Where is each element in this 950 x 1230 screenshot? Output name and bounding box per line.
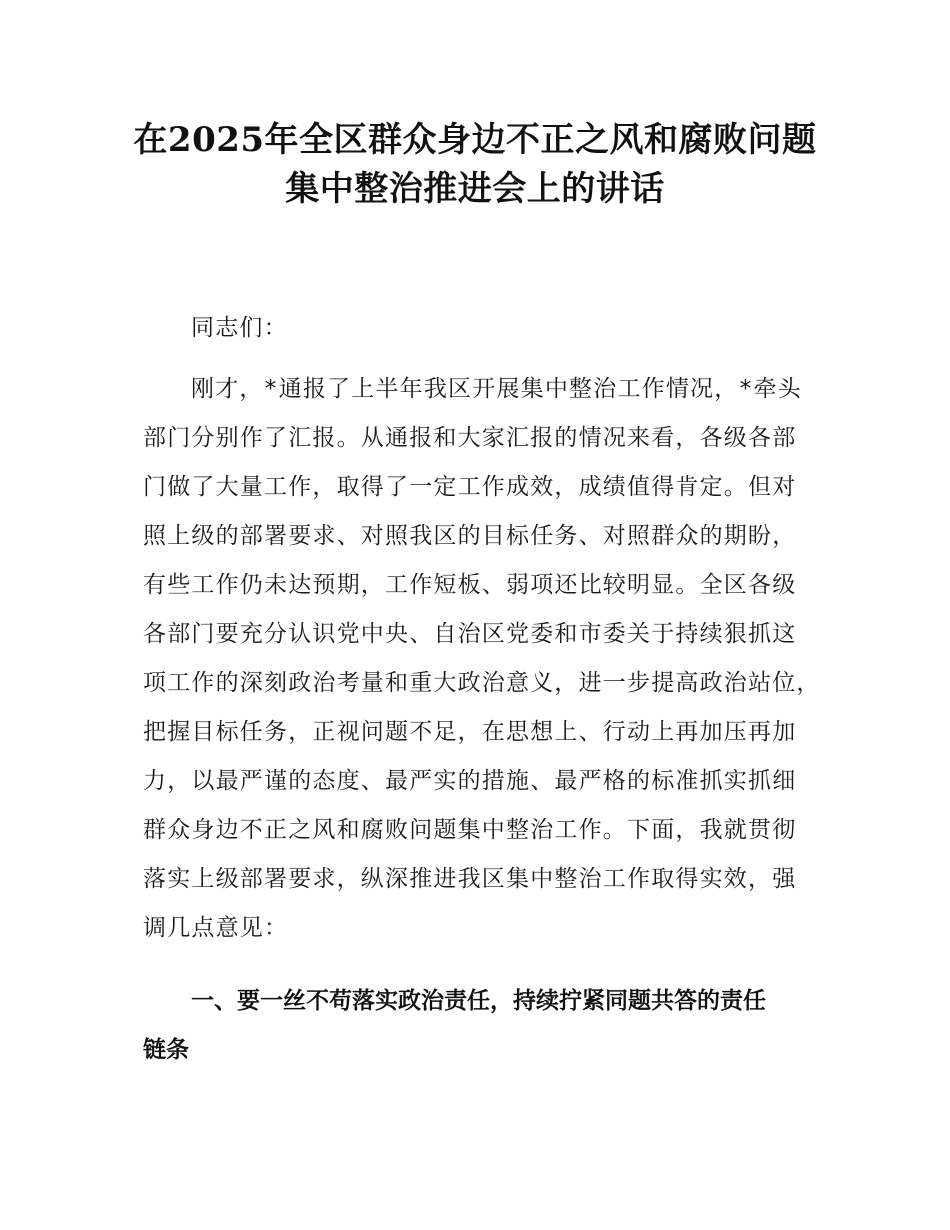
document-title-line-1: 在2025年全区群众身边不正之风和腐败问题 (133, 120, 817, 160)
paragraph-line: 把握目标任务，正视问题不足，在思想上、行动上再加压再加 (143, 719, 797, 745)
paragraph-line: 部门分别作了汇报。从通报和大家汇报的情况来看，各级各部 (143, 425, 797, 451)
paragraph-line: 落实上级部署要求，纵深推进我区集中整治工作取得实效，强 (143, 866, 797, 892)
paragraph-line: 项工作的深刻政治考量和重大政治意义，进一步提高政治站位， (143, 670, 821, 696)
paragraph-line: 刚才，*通报了上半年我区开展集中整治工作情况，*牵头 (191, 376, 802, 402)
paragraph-line: 有些工作仍未达预期，工作短板、弱项还比较明显。全区各级 (143, 572, 797, 598)
section-heading-1-line-2: 链条 (143, 1037, 189, 1063)
paragraph-line: 群众身边不正之风和腐败问题集中整治工作。下面，我就贯彻 (143, 817, 797, 843)
paragraph-line: 力，以最严谨的态度、最严实的措施、最严格的标准抓实抓细 (143, 768, 797, 794)
document-title-line-2: 集中整治推进会上的讲话 (285, 169, 665, 209)
paragraph-line: 各部门要充分认识党中央、自治区党委和市委关于持续狠抓这 (143, 621, 797, 647)
paragraph-line: 调几点意见： (143, 915, 289, 941)
paragraph-line: 照上级的部署要求、对照我区的目标任务、对照群众的期盼， (143, 523, 797, 549)
salutation: 同志们： (191, 315, 288, 341)
section-heading-1-line-1: 一、要一丝不苟落实政治责任，持续拧紧同题共答的责任 (191, 988, 766, 1014)
paragraph-line: 门做了大量工作，取得了一定工作成效，成绩值得肯定。但对 (143, 474, 797, 500)
